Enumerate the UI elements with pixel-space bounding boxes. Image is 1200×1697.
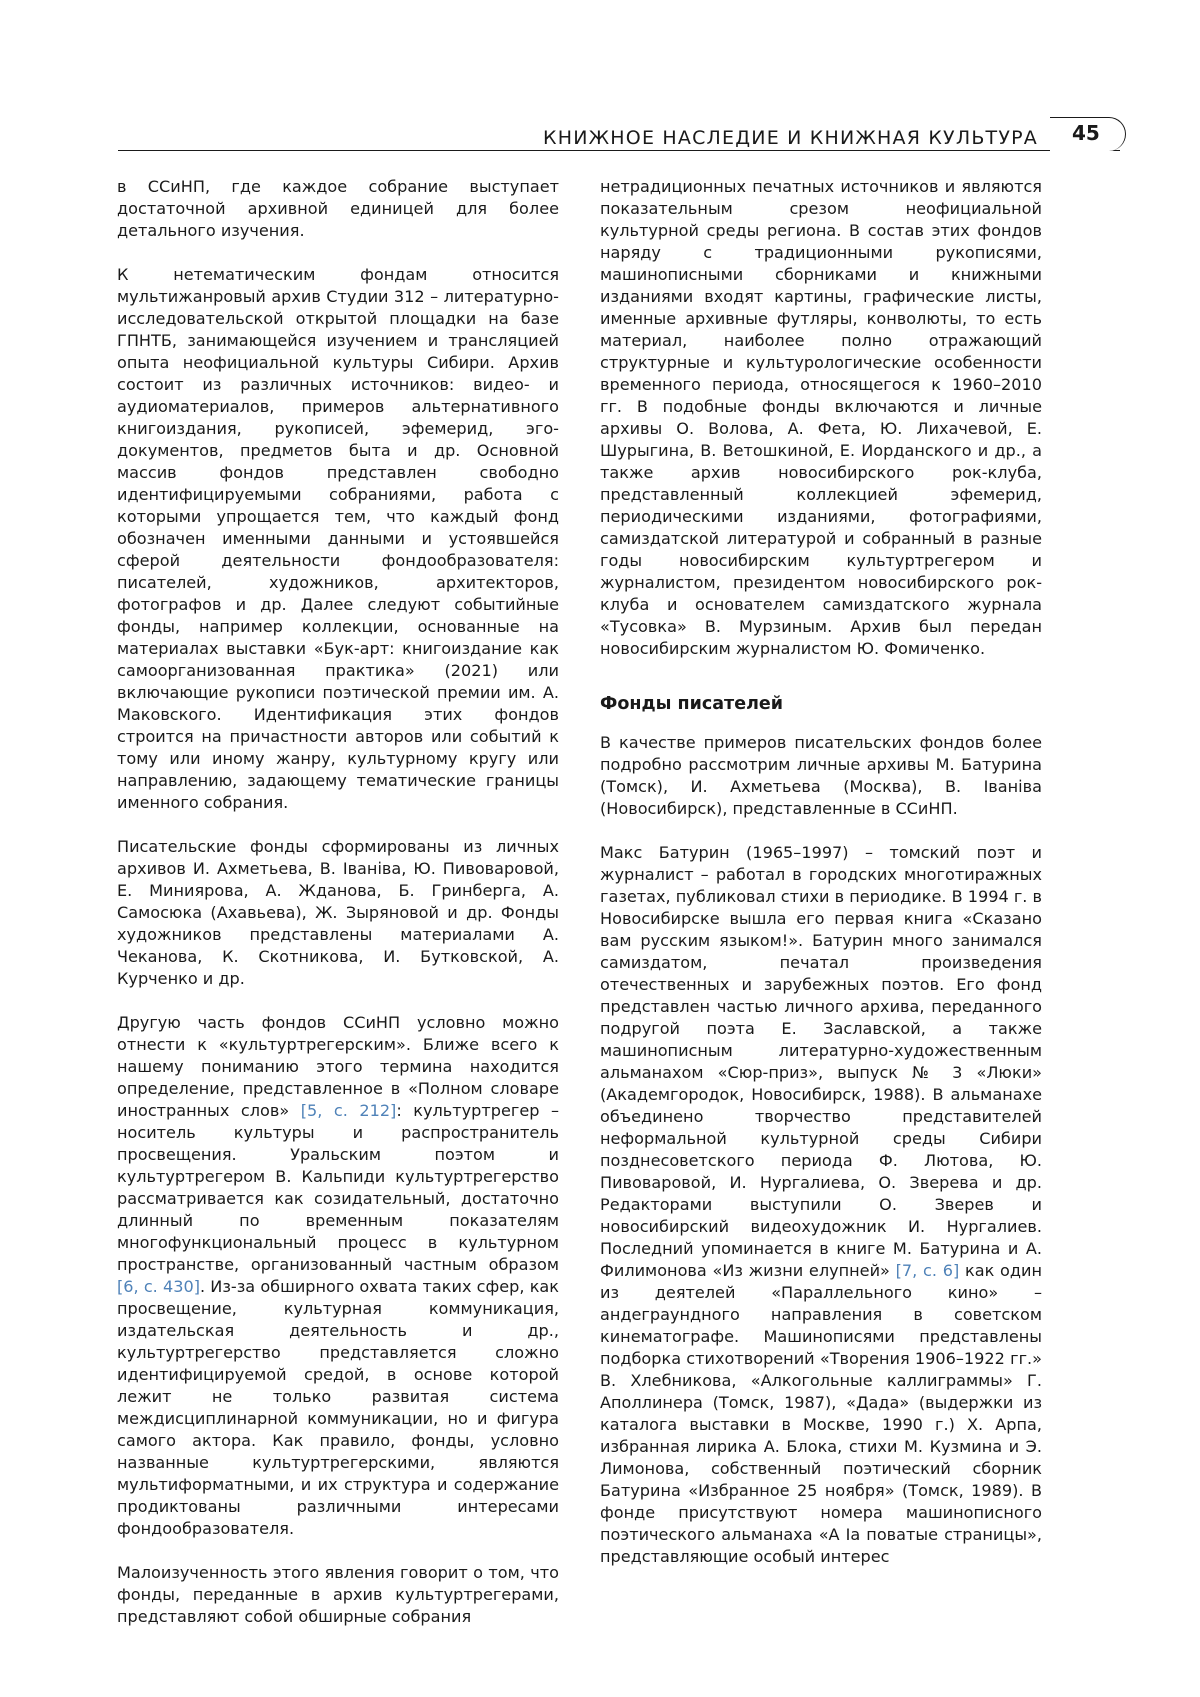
paragraph (600, 842, 1042, 1568)
text-run: как один из деятелей «Параллельного кино» – андеграундного направления в советском кинематографе. Машинописями представлены подборка стихотворений «Творения 1906–1922 гг.» В. Хлебникова, «Алкогольные каллиграммы» Г. Аполлинера (Томск, 1987), «Дада» (выдержки из каталога выставки в Москве, 1990 г.) Х. Арпа, избранная лирика А. Блока, стихи М. Кузмина и Э. Лимонова, собственный поэтический сборник Батурина «Избранное 25 ноября» (Томск, 1989). В фонде присутствуют номера машинописного поэтического альманаха «А Іа поватые страницы», представляющие особый интерес (600, 1261, 1042, 1566)
header-rule (118, 150, 1120, 151)
section-heading: Фонды писателей (600, 694, 784, 714)
citation-link[interactable]: [5, с. 212] (300, 1101, 397, 1120)
paragraph: нетрадиционных печатных источников и являются показательным срезом неофициальной культурной среды региона. В состав этих фондов наряду с традиционными рукописями, машинописными сборниками и книжными изданиями входят картины, графические листы, именные архивные футляры, конволюты, то есть материал, наиболее полно отражающий структурные и культурологические особенности временного периода, относящегося к 1960–2010 гг. В подобные фонды включаются и личные архивы О. Волова, А. Фета, Ю. Лихачевой, Е. Шурыгина, В. Ветошкиной, Е. Иорданского и др., а также архив новосибирского рок-клуба, представленный коллекцией эфемерид, периодическими изданиями, фотографиями, самиздатской литературой и собранный в разные годы новосибирским культуртрегером и журналистом, президентом новосибирского рок-клуба и основателем самиздатского журнала «Тусовка» В. Мурзиным. Архив был передан новосибирским журналистом Ю. Фомиченко. (600, 177, 1042, 658)
paragraph: Писательские фонды сформированы из личных архивов И. Ахметьева, В. Іваніва, Ю. Пивоваровой, Е. Миниярова, А. Жданова, Б. Гринберга, А. Самосюка (Ахавьева), Ж. Зыряновой и др. Фонды художников представлены материалами А. Чеканова, К. Скотникова, И. Бутковской, А. Курченко и др. (117, 837, 559, 988)
text-run: : культуртрегер – носитель культуры и распространитель просвещения. Уральским поэтом и культуртрегером В. Кальпиди культуртрегерство рассматривается как созидательный, достаточно длинный по временным показателям многофункциональный процесс в культурном пространстве, организованный частным образом (117, 1101, 560, 1274)
paragraph: в ССиНП, где каждое собрание выступает достаточной архивной единицей для более детального изучения. (117, 177, 559, 240)
paragraph (117, 1012, 559, 1540)
citation-link[interactable]: [6, с. 430] (117, 1277, 200, 1296)
text-run: Другую часть фондов ССиНП условно можно отнести к «культуртрегерским». Ближе всего к нашему пониманию этого термина находится определение, представленное в «Полном словаре иностранных слов» (117, 1013, 559, 1120)
paragraph: Малоизученность этого явления говорит о том, что фонды, переданные в архив культуртрегерами, представляют собой обширные собрания (117, 1563, 559, 1626)
paragraph: В качестве примеров писательских фондов более подробно рассмотрим личные архивы М. Батурина (Томск), И. Ахметьева (Москва), В. Іваніва (Новосибирск), представленные в ССиНП. (600, 733, 1042, 818)
citation-link[interactable]: [7, с. 6] (895, 1261, 960, 1280)
left-column (117, 176, 559, 1650)
text-run: . Из-за обширного охвата таких сфер, как просвещение, культурная коммуникация, издательская деятельность и др., культуртрегерство представляется сложно идентифицируемой средой, в основе которой лежит не только развитая система междисциплинарной коммуникации, но и фигура самого актора. Как правило, фонды, условно названные культуртрегерскими, являются мультиформатными, и их структура и содержание продиктованы различными интересами фондообразователя. (117, 1277, 559, 1538)
right-column (600, 176, 1042, 1590)
paragraph: К нетематическим фондам относится мультижанровый архив Студии 312 – литературно-исследовательской открытой площадки на базе ГПНТБ, занимающейся изучением и трансляцией опыта неофициальной культуры Сибири. Архив состоит из различных источников: видео- и аудиоматериалов, примеров альтернативного книгоиздания, рукописей, эфемерид, эго-документов, предметов быта и др. Основной массив фондов представлен свободно идентифицируемыми собраниями, работа с которыми упрощается тем, что каждый фонд обозначен именными данными и устоявшейся сферой деятельности фондообразователя: писателей, художников, архитекторов, фотографов и др. Далее следуют событийные фонды, например коллекции, основанные на материалах выставки «Бук-арт: книгоиздание как самоорганизованная практика» (2021) или включающие рукописи поэтической премии им. А. Маковского. Идентификация этих фондов строится на причастности авторов или событий к тому или иному жанру, культурному кругу или направлению, задающему тематические границы именного собрания. (117, 265, 559, 812)
running-title: КНИЖНОЕ НАСЛЕДИЕ И КНИЖНАЯ КУЛЬТУРА (543, 127, 1038, 149)
text-run: Макс Батурин (1965–1997) – томский поэт и журналист – работал в городских многотиражных газетах, публиковал стихи в периодике. В 1994 г. в Новосибирске вышла его первая книга «Сказано вам русским языком!». Батурин много занимался самиздатом, печатал произведения отечественных и зарубежных поэтов. Его фонд представлен частью личного архива, переданного подругой поэта Е. Заславской, а также машинописным литературно-художественным альманахом «Сюр-приз», выпуск № 3 «Люки» (Академгородок, Новосибирск, 1988). В альманахе объединено творчество представителей неформальной культурной среды Сибири позднесоветского периода Ф. Лютова, Ю. Пивоваровой, И. Нургалиева, О. Зверева и др. Редакторами выступили О. Зверев и новосибирский видеохудожник И. Нургалиев. Последний упоминается в книге М. Батурина и А. Филимонова «Из жизни елупней» (600, 843, 1042, 1280)
page-number: 45 (1050, 117, 1126, 151)
